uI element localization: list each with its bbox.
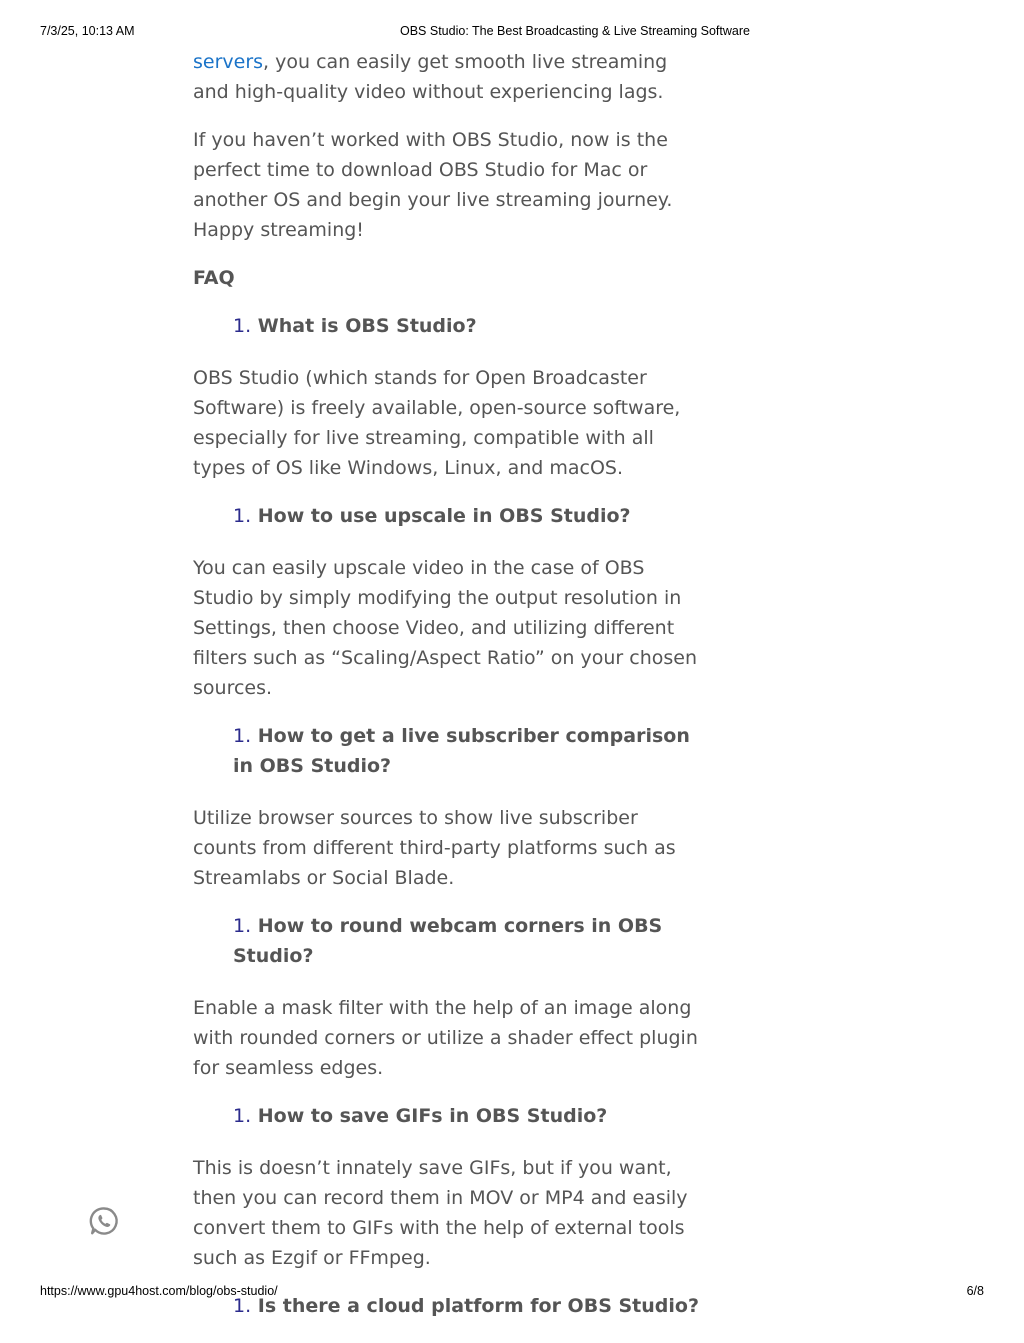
faq-question-text: Is there a cloud platform for OBS Studio?: [257, 1295, 699, 1317]
faq-number: 1.: [233, 315, 252, 337]
faq-answer: Enable a mask filter with the help of an image along with rounded corners or utilize a shader effect plugin for seamless edges.: [193, 997, 698, 1079]
print-footer: [0, 1284, 1024, 1302]
faq-answer: You can easily upscale video in the case of OBS Studio by simply modifying the output resolution in Settings, then choose Video, and utilizing different filters such as “Scaling/Aspect Ratio” on your chosen sources.: [193, 557, 698, 699]
faq-number: 1.: [233, 915, 252, 937]
faq-answer: Utilize browser sources to show live subscriber counts from different third-party platforms such as Streamlabs or Social Blade.: [193, 807, 676, 889]
intro-paragraph: [193, 47, 705, 107]
faq-number: 1.: [233, 1295, 252, 1317]
faq-question: [233, 1101, 705, 1131]
faq-number: 1.: [233, 1105, 252, 1127]
intro-text: , you can easily get smooth live streaming and high-quality video without experiencing lags.: [193, 51, 668, 103]
faq-answer: This is doesn’t innately save GIFs, but if you want, then you can record them in MOV or MP4 and easily convert them to GIFs with the help of external tools such as Ezgif or FFmpeg.: [193, 1157, 688, 1269]
faq-answer: OBS Studio (which stands for Open Broadcaster Software) is freely available, open-source software, especially for live streaming, compatible with all types of OS like Windows, Linux, and macOS.: [193, 367, 681, 479]
faq-question: [233, 501, 705, 531]
closing-paragraph: If you haven’t worked with OBS Studio, now is the perfect time to download OBS Studio for Mac or another OS and begin your live streaming journey. Happy streaming!: [193, 129, 673, 241]
faq-question: [233, 311, 705, 341]
whatsapp-button[interactable]: [88, 1205, 120, 1237]
print-datetime: 7/3/25, 10:13 AM: [40, 24, 135, 38]
faq-heading: FAQ: [193, 267, 235, 289]
faq-question-text: How to save GIFs in OBS Studio?: [257, 1105, 608, 1127]
servers-link[interactable]: servers: [193, 51, 264, 73]
faq-question-text: How to round webcam corners in OBS Studio?: [233, 915, 663, 967]
whatsapp-icon: [88, 1205, 120, 1237]
print-page-title: OBS Studio: The Best Broadcasting & Live Streaming Software: [400, 24, 750, 38]
print-page-number: 6/8: [966, 1284, 984, 1298]
article-body: [193, 47, 705, 1343]
faq-question: [233, 911, 705, 971]
print-header: [0, 24, 1024, 42]
faq-question-text: How to get a live subscriber comparison in OBS Studio?: [233, 725, 690, 777]
faq-number: 1.: [233, 725, 252, 747]
faq-question: [233, 721, 705, 781]
faq-number: 1.: [233, 505, 252, 527]
faq-question-text: What is OBS Studio?: [257, 315, 477, 337]
faq-question-text: How to use upscale in OBS Studio?: [257, 505, 631, 527]
print-url: https://www.gpu4host.com/blog/obs-studio/: [40, 1284, 278, 1298]
